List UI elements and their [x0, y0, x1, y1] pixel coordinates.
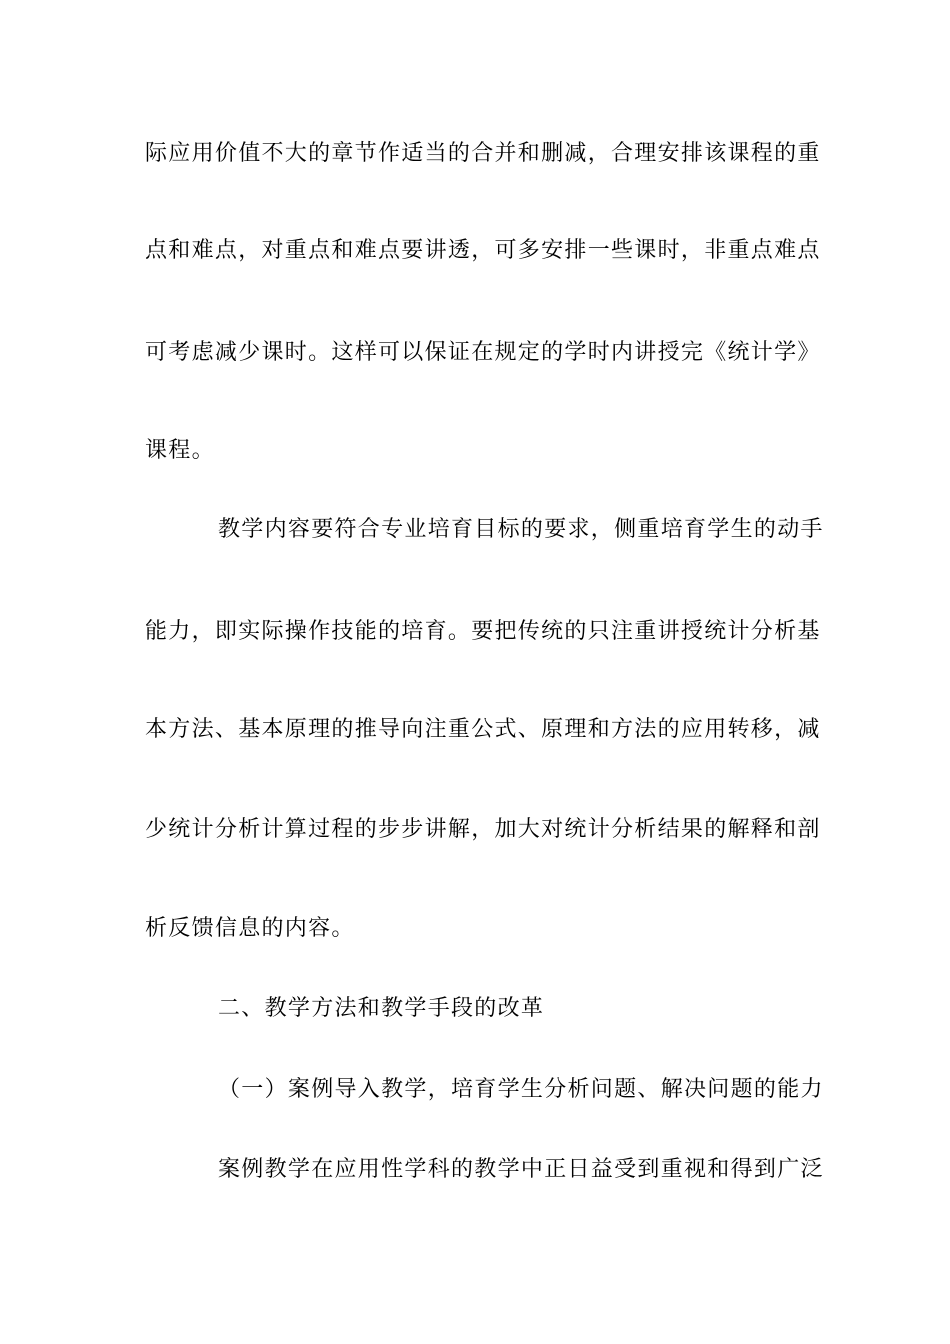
paragraph-first-line: 教学内容要符合专业培育目标的要求，侧重培育学生的动手 [218, 517, 824, 542]
body-text-line: 点和难点，对重点和难点要讲透，可多安排一些课时，非重点难点 [145, 238, 821, 263]
subsection-heading: （一）案例导入教学，培育学生分析问题、解决问题的能力 [218, 1077, 824, 1102]
section-heading: 二、教学方法和教学手段的改革 [218, 996, 545, 1021]
body-text-line: 课程。 [145, 438, 215, 463]
body-text-line: 际应用价值不大的章节作适当的合并和删减，合理安排该课程的重 [145, 141, 821, 166]
body-text-line: 本方法、基本原理的推导向注重公式、原理和方法的应用转移，减 [145, 717, 821, 742]
body-text-line: 可考虑减少课时。这样可以保证在规定的学时内讲授完《统计学》 [145, 340, 821, 365]
body-text-line: 能力，即实际操作技能的培育。要把传统的只注重讲授统计分析基 [145, 619, 821, 644]
body-text-line: 析反馈信息的内容。 [145, 916, 355, 941]
body-text-line: 少统计分析计算过程的步步讲解，加大对统计分析结果的解释和剖 [145, 817, 821, 842]
paragraph-first-line: 案例教学在应用性学科的教学中正日益受到重视和得到广泛 [218, 1157, 824, 1182]
